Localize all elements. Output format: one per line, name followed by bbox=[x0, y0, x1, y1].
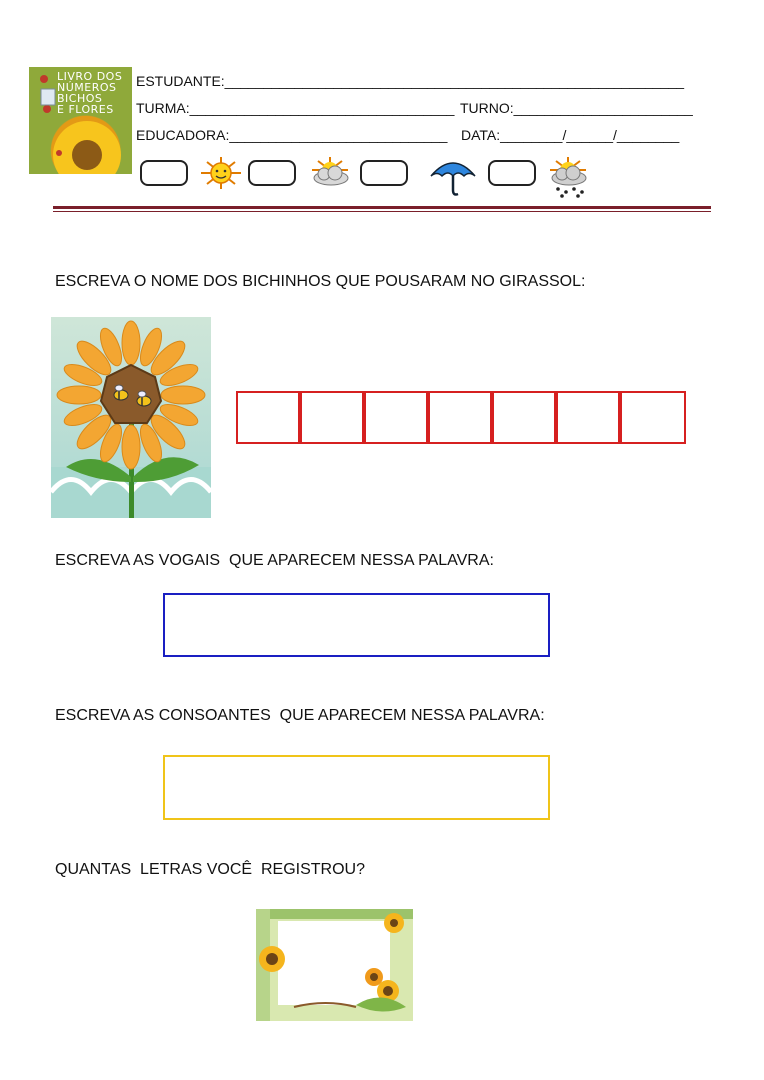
sunflower-frame-illustration bbox=[256, 909, 413, 1021]
umbrella-icon bbox=[428, 156, 478, 198]
question-4: QUANTAS LETRAS VOCÊ REGISTROU? bbox=[55, 861, 365, 878]
sun-icon bbox=[198, 156, 244, 190]
vowels-answer-box[interactable] bbox=[163, 593, 550, 657]
letter-box-4[interactable] bbox=[428, 391, 492, 444]
question-2: ESCREVA AS VOGAIS QUE APARECEM NESSA PALAVRA: bbox=[55, 552, 494, 569]
weather-checkbox-storm[interactable] bbox=[488, 160, 536, 186]
sunflower-art bbox=[51, 317, 211, 518]
shift-field[interactable]: TURNO:_______________________ bbox=[460, 100, 693, 116]
consonants-answer-box[interactable] bbox=[163, 755, 550, 820]
question-1: ESCREVA O NOME DOS BICHINHOS QUE POUSARAM NO GIRASSOL: bbox=[55, 273, 586, 290]
rain-cloud-icon bbox=[542, 156, 594, 200]
student-field[interactable]: ESTUDANTE:___________________________________________________________ bbox=[136, 73, 685, 89]
class-field[interactable]: TURMA:__________________________________ bbox=[136, 100, 455, 116]
weather-checkbox-cloudy[interactable] bbox=[248, 160, 296, 186]
header-divider-thin bbox=[53, 211, 711, 212]
question-3: ESCREVA AS CONSOANTES QUE APARECEM NESSA PALAVRA: bbox=[55, 707, 545, 724]
cloud-icon bbox=[306, 156, 354, 190]
letter-box-7[interactable] bbox=[620, 391, 686, 444]
header-divider bbox=[53, 206, 711, 209]
letter-box-5[interactable] bbox=[492, 391, 556, 444]
letter-box-3[interactable] bbox=[364, 391, 428, 444]
book-cover-image bbox=[29, 67, 132, 174]
letter-box-2[interactable] bbox=[300, 391, 364, 444]
sunflower-illustration bbox=[51, 317, 211, 518]
letter-box-6[interactable] bbox=[556, 391, 620, 444]
letter-box-1[interactable] bbox=[236, 391, 300, 444]
teacher-field[interactable]: EDUCADORA:____________________________ bbox=[136, 127, 448, 143]
weather-checkbox-rainy[interactable] bbox=[360, 160, 408, 186]
weather-checkbox-sunny[interactable] bbox=[140, 160, 188, 186]
date-field[interactable]: DATA:________/______/________ bbox=[461, 127, 680, 143]
frame-art bbox=[256, 909, 413, 1021]
book-cover-title: LIVRO DOS NÚMEROS BICHOS E FLORES bbox=[57, 70, 123, 116]
